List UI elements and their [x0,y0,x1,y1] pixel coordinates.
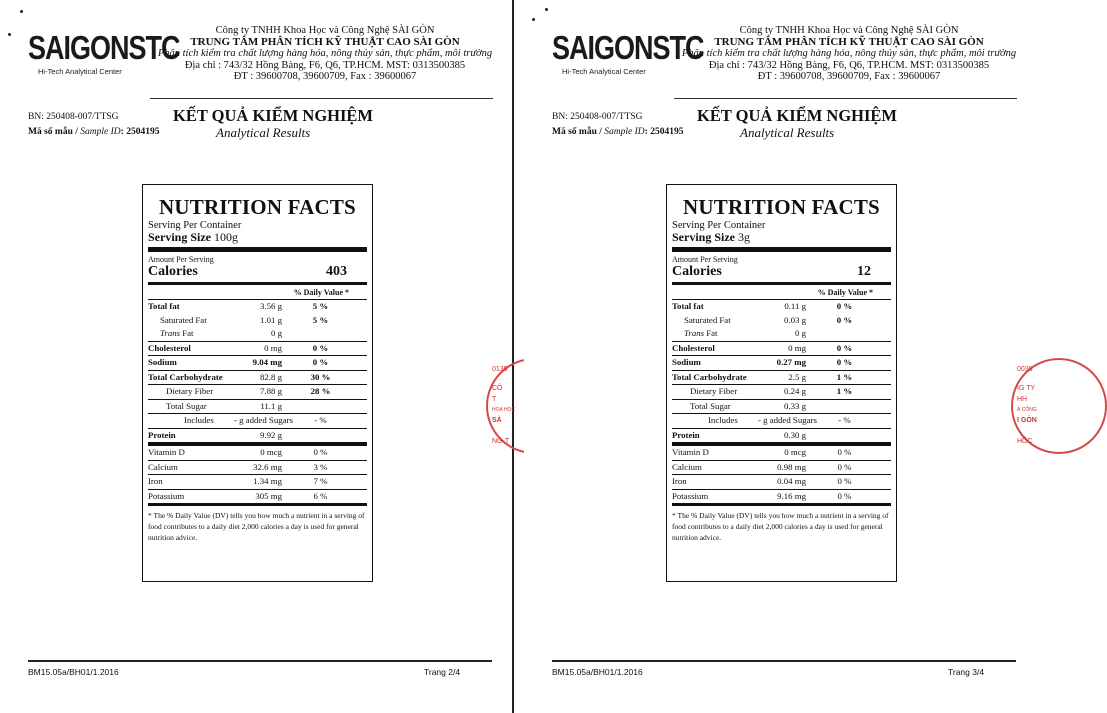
serving-size: Serving Size 100g [148,230,238,244]
daily-value-footnote: * The % Daily Value (DV) tells you how much a nutrient in a serving of food contributes to a daily diet 2,000 calories a day is used for general nutrition advice. [672,511,889,542]
document-page-1 [0,0,516,713]
speck [545,8,548,11]
nutrition-facts-label [142,184,373,582]
red-seal-stamp: 0038 IG TY HH À CÔNG I GÒN HỒC [1011,358,1041,454]
nutrient-row: Potassium 9.16 mg 0 % [672,490,852,501]
daily-value-header: % Daily Value * [148,287,367,300]
sample-id-line: Mã số mẫu / Sample ID: 2504195 [28,127,160,137]
calories-value: 403 [326,264,347,279]
sample-id-line: Mã số mẫu / Sample ID: 2504195 [552,127,684,137]
company-info [150,25,500,83]
company-name: Công ty TNHH Khoa Học và Công Nghệ SÀI GÒN [215,25,435,36]
form-code: BM15.05a/BH01/1.2016 [552,667,643,677]
nutrient-row: Calcium 0.98 mg 0 % [672,461,891,476]
calories-value: 12 [857,264,871,279]
results-subtitle: Analytical Results [216,125,311,140]
batch-number: BN: 250408-007/TTSG [552,112,643,122]
nutrient-row: Includes - g added Sugars - % [148,414,367,429]
label-title: NUTRITION FACTS [683,195,880,219]
nutrient-row: Trans Fat 0 g [672,327,891,342]
nutrient-row: Sodium 9.04 mg 0 % [148,356,367,371]
results-title: KẾT QUẢ KIỂM NGHIỆM [697,106,898,125]
thick-rule [672,503,891,506]
nutrition-facts-label [666,184,897,582]
serving-size: Serving Size 3g [672,230,750,244]
company-logo [552,28,704,76]
amount-per-serving: Amount Per Serving [672,255,738,264]
header-rule [150,98,493,99]
nutrient-row: Potassium 305 mg 6 % [148,490,328,501]
daily-value-footnote: * The % Daily Value (DV) tells you how much a nutrient in a serving of food contributes to a daily diet 2,000 calories a day is used for general nutrition advice. [148,511,365,542]
results-subtitle: Analytical Results [740,125,835,140]
speck [532,18,535,21]
nutrient-row: Includes - g added Sugars - % [672,414,891,429]
nutrient-row: Dietary Fiber 7.88 g 28 % [148,385,367,400]
company-scope: Phân tích kiểm tra chất lượng hàng hóa, nông thủy sản, thực phẩm, môi trường [681,48,1017,59]
document-page-2 [524,0,1032,713]
company-address: Địa chỉ : 743/32 Hồng Bàng, F6, Q6, TP.HCM. MST: 0313500385 [708,59,990,71]
center-name: TRUNG TÂM PHÂN TÍCH KỸ THUẬT CAO SÀI GÒN [714,35,984,48]
nutrient-row: Iron 1.34 mg 7 % [148,475,367,490]
speck [8,33,11,36]
company-info [674,25,1024,83]
amount-per-serving: Amount Per Serving [148,255,214,264]
page-number: Trang 2/4 [424,667,461,677]
thick-rule [672,247,891,252]
logo-tagline: Hi-Tech Analytical Center [562,67,646,76]
calories-row: Calories 12 [672,264,871,279]
nutrient-row: Total Sugar 11.1 g [148,400,367,415]
form-code: BM15.05a/BH01/1.2016 [28,667,119,677]
footer-rule [28,660,492,662]
page-number: Trang 3/4 [948,667,985,677]
label-title: NUTRITION FACTS [159,195,356,219]
nutrient-row: Sodium 0.27 mg 0 % [672,356,891,371]
company-phone: ĐT : 39600708, 39600709, Fax : 39600067 [233,71,417,82]
nutrient-row: Calcium 32.6 mg 3 % [148,461,367,476]
serving-per-container: Serving Per Container [148,220,242,231]
page-divider [512,0,514,713]
center-name: TRUNG TÂM PHÂN TÍCH KỸ THUẬT CAO SÀI GÒN [190,35,460,48]
red-seal-stamp: 0135 CÔ T HOA HỌC SÀ NG-T [486,358,516,454]
nutrient-row: Cholesterol 0 mg 0 % [672,342,891,357]
company-name: Công ty TNHH Khoa Học và Công Nghệ SÀI GÒN [739,25,959,36]
company-scope: Phân tích kiểm tra chất lượng hàng hóa, nông thủy sản, thực phẩm, môi trường [157,48,493,59]
nutrient-row: Vitamin D 0 mcg 0 % [148,446,367,461]
nutrient-row: Total Sugar 0.33 g [672,400,891,415]
nutrient-row: Trans Fat 0 g [148,327,367,342]
medium-rule [672,282,891,285]
medium-rule [148,282,367,285]
footer-rule [552,660,1016,662]
nutrient-row: Protein 0.30 g [672,429,806,440]
nutrient-row: Cholesterol 0 mg 0 % [148,342,367,357]
nutrient-row: Total fat 3.56 g 5 % [148,301,329,311]
logo-wordmark: SAIGONSTC [552,28,704,67]
thick-rule [148,503,367,506]
company-phone: ĐT : 39600708, 39600709, Fax : 39600067 [757,71,941,82]
nutrient-row: Protein 9.92 g [148,429,282,440]
serving-per-container: Serving Per Container [672,220,766,231]
nutrient-row: Total Carbohydrate 2.5 g 1 % [672,371,891,386]
nutrient-row: Total Carbohydrate 82.8 g 30 % [148,371,367,386]
nutrient-row: Saturated Fat 0.03 g 0 % [684,314,853,325]
batch-number: BN: 250408-007/TTSG [28,112,119,122]
logo-wordmark: SAIGONSTC [28,28,180,67]
company-address: Địa chỉ : 743/32 Hồng Bàng, F6, Q6, TP.HCM. MST: 0313500385 [184,59,466,71]
daily-value-header: % Daily Value * [672,287,891,300]
nutrient-row: Total fat 0.11 g 0 % [672,301,853,311]
nutrient-row: Vitamin D 0 mcg 0 % [672,446,891,461]
header-rule [674,98,1017,99]
thick-rule [148,247,367,252]
nutrient-row: Iron 0.04 mg 0 % [672,475,891,490]
company-logo [28,28,180,76]
calories-row: Calories 403 [148,264,347,279]
results-title: KẾT QUẢ KIỂM NGHIỆM [173,106,374,125]
logo-tagline: Hi-Tech Analytical Center [38,67,122,76]
nutrient-row: Dietary Fiber 0.24 g 1 % [672,385,891,400]
nutrient-row: Saturated Fat 1.01 g 5 % [160,314,329,325]
speck [20,10,23,13]
